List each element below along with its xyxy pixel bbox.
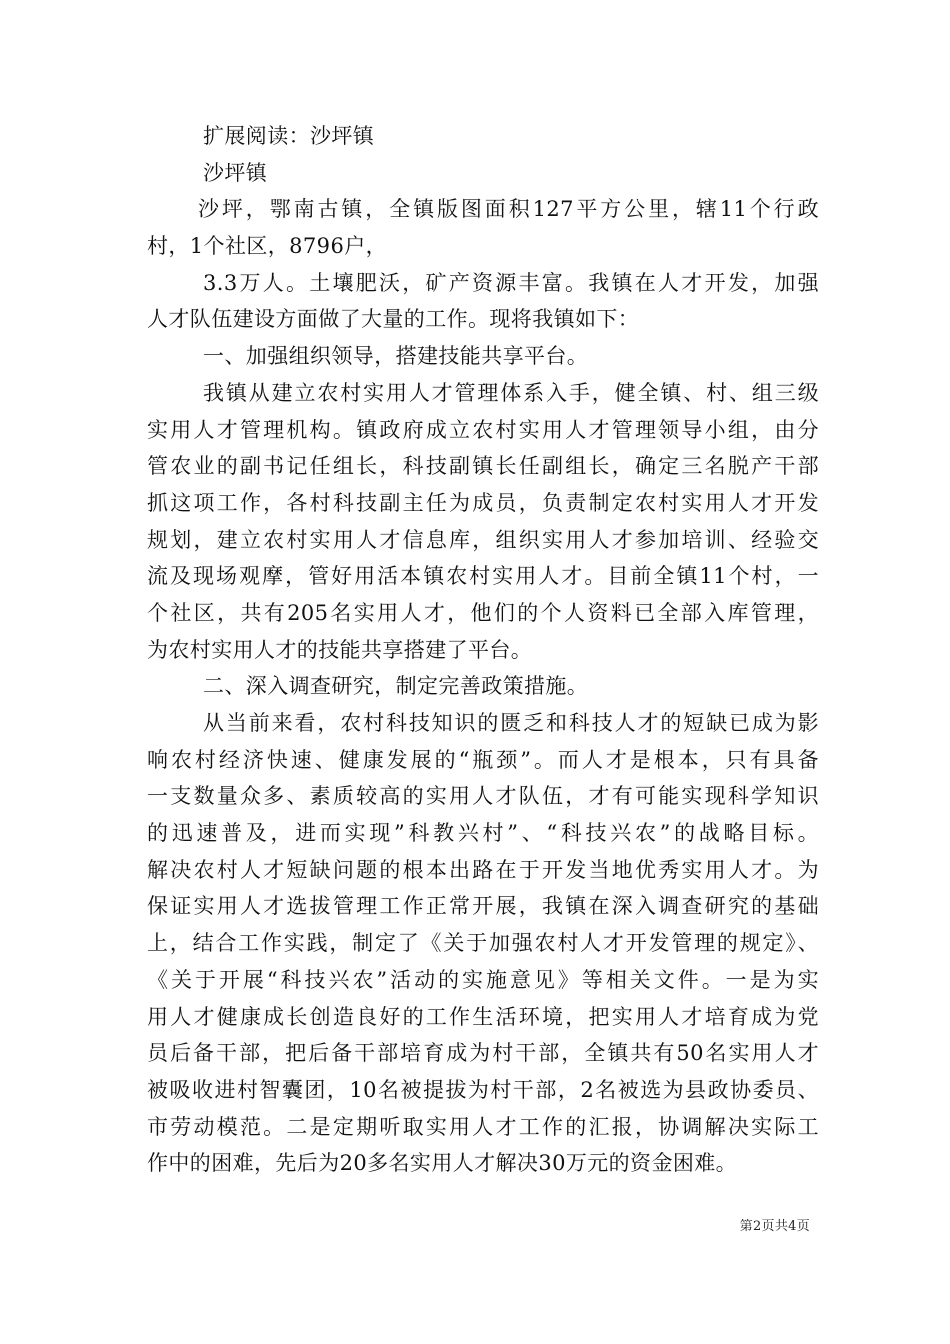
text-line: 用人才健康成长创造良好的工作生活环境，把实用人才培育成为党 (147, 1004, 819, 1029)
text-line: 《关于开展“科技兴农”活动的实施意见》等相关文件。一是为实 (147, 967, 819, 992)
text-line: 响农村经济快速、健康发展的“瓶颈”。而人才是根本，只有具备 (147, 747, 819, 772)
heading-town-name: 沙坪镇 (203, 160, 268, 185)
text-line: 从当前来看，农村科技知识的匮乏和科技人才的短缺已成为影 (203, 711, 819, 735)
text-line: 的迅速普及，进而实现”科教兴村”、“科技兴农”的战略目标。 (147, 821, 819, 846)
text-line: 被吸收进村智囊团，10名被提拔为村干部，2名被选为县政协委员、 (147, 1077, 819, 1102)
text-line: 实用人才管理机构。镇政府成立农村实用人才管理领导小组，由分 (147, 417, 819, 442)
text-line: 村，1个社区，8796户， (147, 234, 388, 259)
text-line: 为农村实用人才的技能共享搭建了平台。 (147, 637, 533, 662)
section-heading-2: 二、深入调查研究，制定完善政策措施。 (203, 674, 589, 699)
text-line: 流及现场观摩，管好用活本镇农村实用人才。目前全镇11个村，一 (147, 564, 819, 589)
text-line: 市劳动模范。二是定期听取实用人才工作的汇报，协调解决实际工 (147, 1114, 819, 1139)
section-heading-1: 一、加强组织领导，搭建技能共享平台。 (203, 344, 589, 369)
text-line: 上，结合工作实践，制定了《关于加强农村人才开发管理的规定》、 (147, 931, 819, 956)
text-line: 保证实用人才选拔管理工作正常开展，我镇在深入调查研究的基础 (147, 894, 819, 919)
text-line: 沙坪，鄂南古镇，全镇版图面积127平方公里，辖11个行政 (198, 197, 819, 222)
text-line: 3.3万人。土壤肥沃，矿产资源丰富。我镇在人才开发，加强 (203, 270, 819, 295)
text-line: 解决农村人才短缺问题的根本出路在于开发当地优秀实用人才。为 (147, 857, 819, 882)
text-line: 人才队伍建设方面做了大量的工作。现将我镇如下： (147, 307, 640, 332)
text-line: 一支数量众多、素质较高的实用人才队伍，才有可能实现科学知识 (147, 784, 819, 809)
heading-extended-reading: 扩展阅读：沙坪镇 (203, 124, 375, 148)
text-line: 规划，建立农村实用人才信息库，组织实用人才参加培训、经验交 (147, 527, 819, 552)
text-line: 管农业的副书记任组长，科技副镇长任副组长，确定三名脱产干部 (147, 454, 819, 479)
page-number: 第2页共4页 (739, 1219, 810, 1234)
text-line: 作中的困难，先后为20多名实用人才解决30万元的资金困难。 (147, 1151, 738, 1176)
text-line: 员后备干部，把后备干部培育成为村干部，全镇共有50名实用人才 (147, 1041, 819, 1066)
text-line: 个社区，共有205名实用人才，他们的个人资料已全部入库管理， (147, 600, 819, 625)
text-line: 抓这项工作，各村科技副主任为成员，负责制定农村实用人才开发 (147, 490, 819, 515)
text-line: 我镇从建立农村实用人才管理体系入手，健全镇、村、组三级 (203, 380, 819, 405)
document-body (147, 118, 819, 1182)
